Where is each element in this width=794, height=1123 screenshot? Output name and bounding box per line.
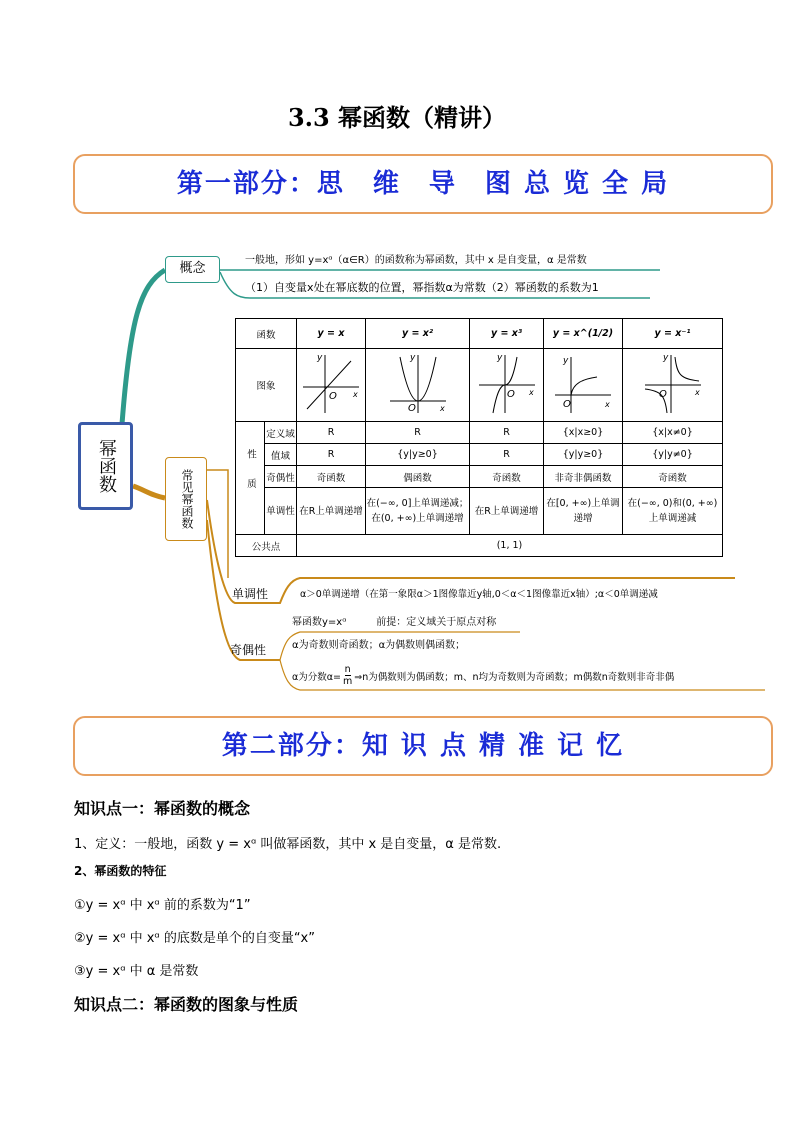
parity-line-3-b: ⇒n为偶数则为偶函数；m、n均为奇数则为奇函数；m偶数n奇数则非奇非偶 [354,671,675,683]
mindmap-concept-node: 概念 [165,256,220,283]
prop-cell: R [297,444,366,466]
prop-cell: {y|y≥0} [366,444,470,466]
parity-line-3-a: α为分数α= [292,671,341,683]
parity-line-1: 幂函数y=xᵅ 前提：定义域关于原点对称 [292,617,497,628]
kp2-heading: 知识点二：幂函数的图象与性质 [74,995,299,1014]
prop-cell: R [470,422,544,444]
svg-text:x: x [353,389,358,399]
graph-cell [623,349,723,422]
graph-reciprocal-icon [641,351,705,417]
prop-cell: 奇函数 [470,466,544,488]
graph-cube-icon [475,351,539,417]
prop-cell: {x|x≠0} [623,422,723,444]
graph-cell [366,349,470,422]
fraction-numerator: n [344,664,351,675]
prop-cell: 奇函数 [297,466,366,488]
mindmap-monotonic-node: 单调性 [232,587,269,601]
prop-group-label: 性质 [236,422,265,535]
svg-text:y: y [496,352,502,363]
mindmap-parity-node: 奇偶性 [230,643,267,657]
section-banner-1: 第一部分：思 维 导 图 总 览 全 局 [73,154,773,214]
concept-note: （1）自变量x处在幂底数的位置，幂指数α为常数（2）幂函数的系数为1 [245,281,599,294]
prop-cell: R [366,422,470,444]
table-header-cell: y = x^(1/2) [544,319,623,349]
svg-text:O: O [506,388,515,400]
svg-text:x: x [605,399,610,409]
prop-cell: R [470,444,544,466]
prop-cell: {y|y≠0} [623,444,723,466]
fraction-denominator: m [343,676,353,687]
page-title: 3.3 幂函数（精讲） [287,103,507,132]
prop-cell: 偶函数 [366,466,470,488]
graph-cell [297,349,366,422]
prop-cell: R [297,422,366,444]
section-banner-2: 第二部分：知 识 点 精 准 记 忆 [73,716,773,776]
mindmap-common-node: 常见幂函数 [165,457,207,541]
prop-cell: 在R上单调递增 [297,488,366,535]
svg-text:y: y [662,352,668,363]
parity-line-3 [292,664,674,687]
table-header-cell: y = x⁻¹ [623,319,723,349]
prop-name: 奇偶性 [265,466,297,488]
fraction [343,664,352,687]
graph-cell [544,349,623,422]
graph-square-icon [386,351,450,417]
prop-cell: {y|y≥0} [544,444,623,466]
prop-cell: 在R上单调递增 [470,488,544,535]
power-function-table [235,318,723,557]
prop-cell: 在(−∞, 0)和(0, +∞)上单调递减 [623,488,723,535]
graph-cell [470,349,544,422]
svg-text:x: x [694,387,700,397]
svg-text:O: O [329,390,337,402]
kp1-definition: 1、定义：一般地，函数 y = xᵅ 叫做幂函数，其中 x 是自变量，α 是常数. [74,837,502,852]
svg-text:y: y [563,355,569,366]
prop-name: 单调性 [265,488,297,535]
kp1-feature-1: ①y = xᵅ 中 xᵅ 前的系数为“1” [74,898,251,913]
graph-linear-icon [299,351,363,417]
prop-name: 值域 [265,444,297,466]
svg-text:O: O [407,402,416,414]
parity-line-2: α为奇数则奇函数；α为偶数则偶函数； [292,640,466,651]
mindmap-root: 幂函数 [78,422,133,510]
svg-text:y: y [317,352,323,363]
kp1-heading: 知识点一：幂函数的概念 [74,799,251,818]
table-header-cell: y = x² [366,319,470,349]
prop-cell: 非奇非偶函数 [544,466,623,488]
monotonic-text: α＞0单调递增（在第一象限α＞1图像靠近y轴,0＜α＜1图像靠近x轴）;α＜0单调递减 [300,589,658,600]
prop-cell: 奇函数 [623,466,723,488]
kp1-feature-3: ③y = xᵅ 中 α 是常数 [74,964,199,979]
public-point-value: (1, 1) [297,535,723,557]
concept-definition: 一般地，形如 y=xᵅ（α∈R）的函数称为幂函数，其中 x 是自变量，α 是常数 [245,255,587,266]
kp1-feature-2: ②y = xᵅ 中 xᵅ 的底数是单个的自变量“x” [74,931,315,946]
public-point-label: 公共点 [236,535,297,557]
table-header-cell: 函数 [236,319,297,349]
prop-name: 定义域 [265,422,297,444]
svg-text:x: x [439,403,445,413]
prop-cell: 在[0, +∞)上单调递增 [544,488,623,535]
graph-row-label: 图象 [236,349,297,422]
table-header-cell: y = x [297,319,366,349]
kp1-features-heading: 2、幂函数的特征 [74,864,167,878]
prop-cell: {x|x≥0} [544,422,623,444]
prop-cell: 在(−∞, 0]上单调递减；在(0, +∞)上单调递增 [366,488,470,535]
table-header-cell: y = x³ [470,319,544,349]
svg-text:O: O [658,388,667,400]
graph-sqrt-icon [551,351,615,417]
svg-text:y: y [409,352,415,363]
svg-text:x: x [528,387,534,397]
svg-text:O: O [563,398,571,410]
